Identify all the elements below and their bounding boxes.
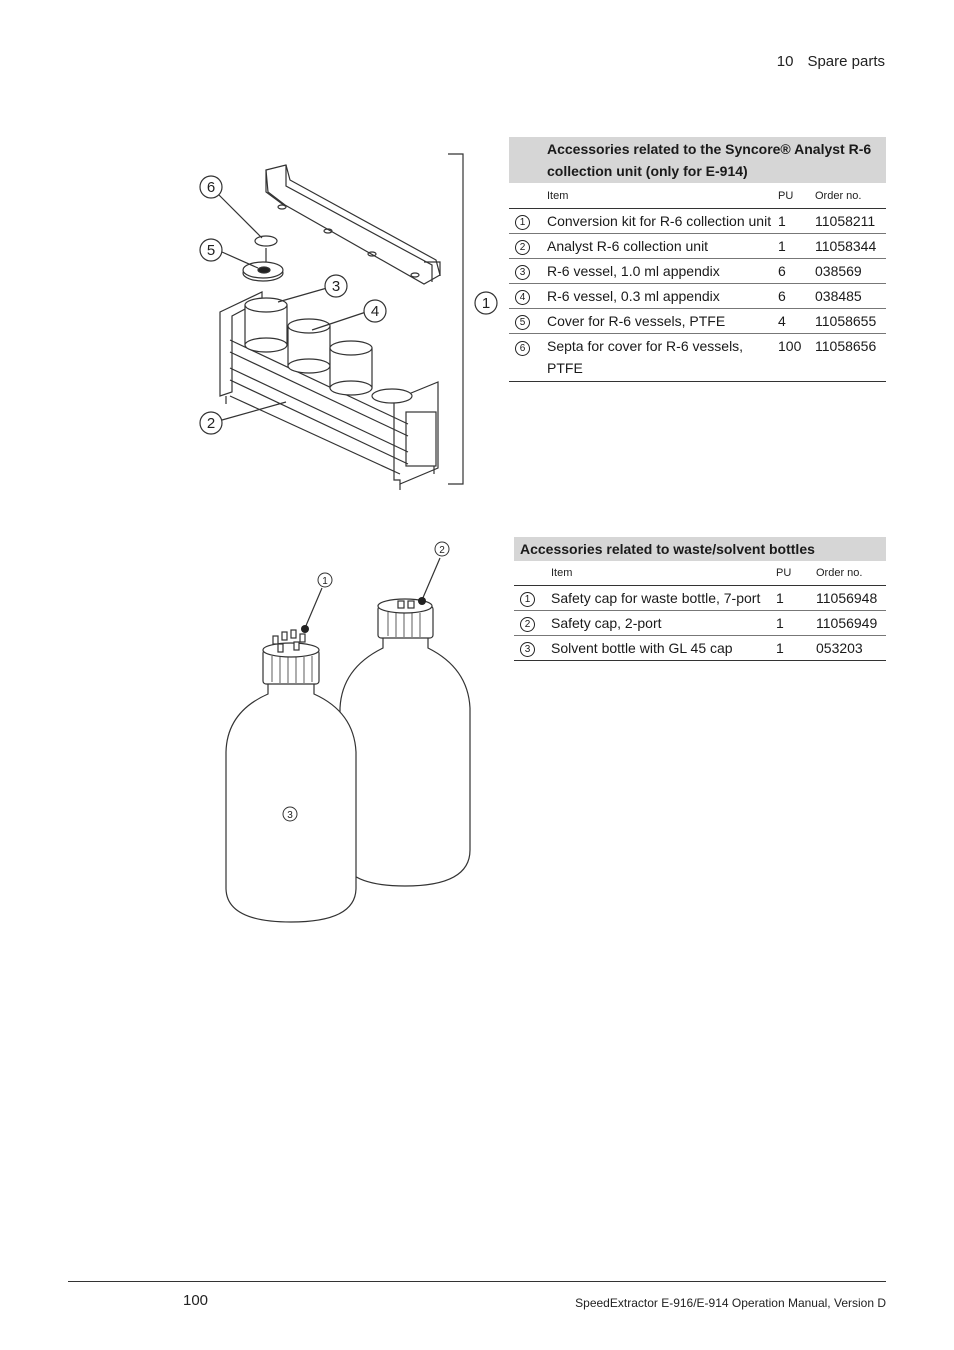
table-row — [509, 259, 886, 284]
col-header-pu: PU — [776, 561, 816, 586]
item-number: 6 — [515, 341, 530, 356]
item-name: Analyst R-6 collection unit — [547, 234, 778, 259]
page-number: 100 — [183, 1292, 209, 1309]
section-number: 10 — [776, 53, 794, 70]
table-row — [509, 284, 886, 309]
fig1-callout-3: 3 — [331, 278, 341, 295]
item-order-no: 11058655 — [815, 309, 886, 334]
fig1-callout-2: 2 — [206, 415, 216, 432]
col-header-pu: PU — [778, 183, 815, 209]
item-name: Safety cap, 2-port — [551, 611, 776, 636]
item-number: 1 — [520, 592, 535, 607]
item-number: 5 — [515, 315, 530, 330]
item-pu: 4 — [778, 309, 815, 334]
fig2-callout-2: 2 — [439, 545, 445, 556]
table-row — [509, 309, 886, 334]
table-row — [509, 209, 886, 234]
item-order-no: 11058656 — [815, 334, 886, 382]
item-order-no: 11056948 — [816, 586, 886, 611]
table-row — [509, 234, 886, 259]
item-pu: 1 — [778, 209, 815, 234]
table-row — [514, 611, 886, 636]
item-pu: 6 — [778, 284, 815, 309]
table-title: Accessories related to waste/solvent bottles — [514, 537, 886, 561]
table-header-row — [514, 561, 886, 586]
item-order-no: 11058211 — [815, 209, 886, 234]
fig1-callout-1: 1 — [481, 295, 491, 312]
fig1-callout-5: 5 — [206, 242, 216, 259]
item-name: R-6 vessel, 0.3 ml appendix — [547, 284, 778, 309]
item-order-no: 038485 — [815, 284, 886, 309]
table-row — [509, 334, 886, 382]
item-name: Solvent bottle with GL 45 cap — [551, 636, 776, 661]
item-pu: 1 — [776, 636, 816, 661]
item-pu: 1 — [776, 611, 816, 636]
item-pu: 100 — [778, 334, 815, 382]
item-name: Cover for R-6 vessels, PTFE — [547, 309, 778, 334]
col-header-item: Item — [547, 183, 778, 209]
item-name: Septa for cover for R-6 vessels, PTFE — [547, 334, 778, 382]
fig2-callout-1: 1 — [322, 576, 328, 587]
table-header-row — [509, 183, 886, 209]
r6-accessories-table — [509, 137, 886, 382]
item-order-no: 11056949 — [816, 611, 886, 636]
item-number: 1 — [515, 215, 530, 230]
item-pu: 6 — [778, 259, 815, 284]
item-order-no: 11058344 — [815, 234, 886, 259]
fig2-callout-3: 3 — [287, 810, 293, 821]
fig1-callout-6: 6 — [206, 179, 216, 196]
section-title: Spare parts — [807, 53, 885, 70]
footer-divider — [68, 1281, 886, 1282]
item-number: 3 — [515, 265, 530, 280]
item-order-no: 053203 — [816, 636, 886, 661]
footer-doc-title: SpeedExtractor E-916/E-914 Operation Manual, Version D — [575, 1296, 886, 1310]
col-header-item: Item — [551, 561, 776, 586]
item-number: 3 — [520, 642, 535, 657]
table-title-row — [509, 137, 886, 183]
table-title: Accessories related to the Syncore® Analyst R-6 collection unit (only for E-914) — [547, 137, 886, 183]
table-title-row — [514, 537, 886, 561]
item-pu: 1 — [778, 234, 815, 259]
col-header-order: Order no. — [815, 183, 886, 209]
item-name: Conversion kit for R-6 collection unit — [547, 209, 778, 234]
col-header-order: Order no. — [816, 561, 886, 586]
item-order-no: 038569 — [815, 259, 886, 284]
table-row — [514, 586, 886, 611]
item-name: R-6 vessel, 1.0 ml appendix — [547, 259, 778, 284]
fig1-callout-4: 4 — [370, 303, 380, 320]
item-pu: 1 — [776, 586, 816, 611]
item-name: Safety cap for waste bottle, 7-port — [551, 586, 776, 611]
item-number: 4 — [515, 290, 530, 305]
item-number: 2 — [520, 617, 535, 632]
bottle-accessories-table — [514, 537, 886, 661]
table-row — [514, 636, 886, 661]
item-number: 2 — [515, 240, 530, 255]
